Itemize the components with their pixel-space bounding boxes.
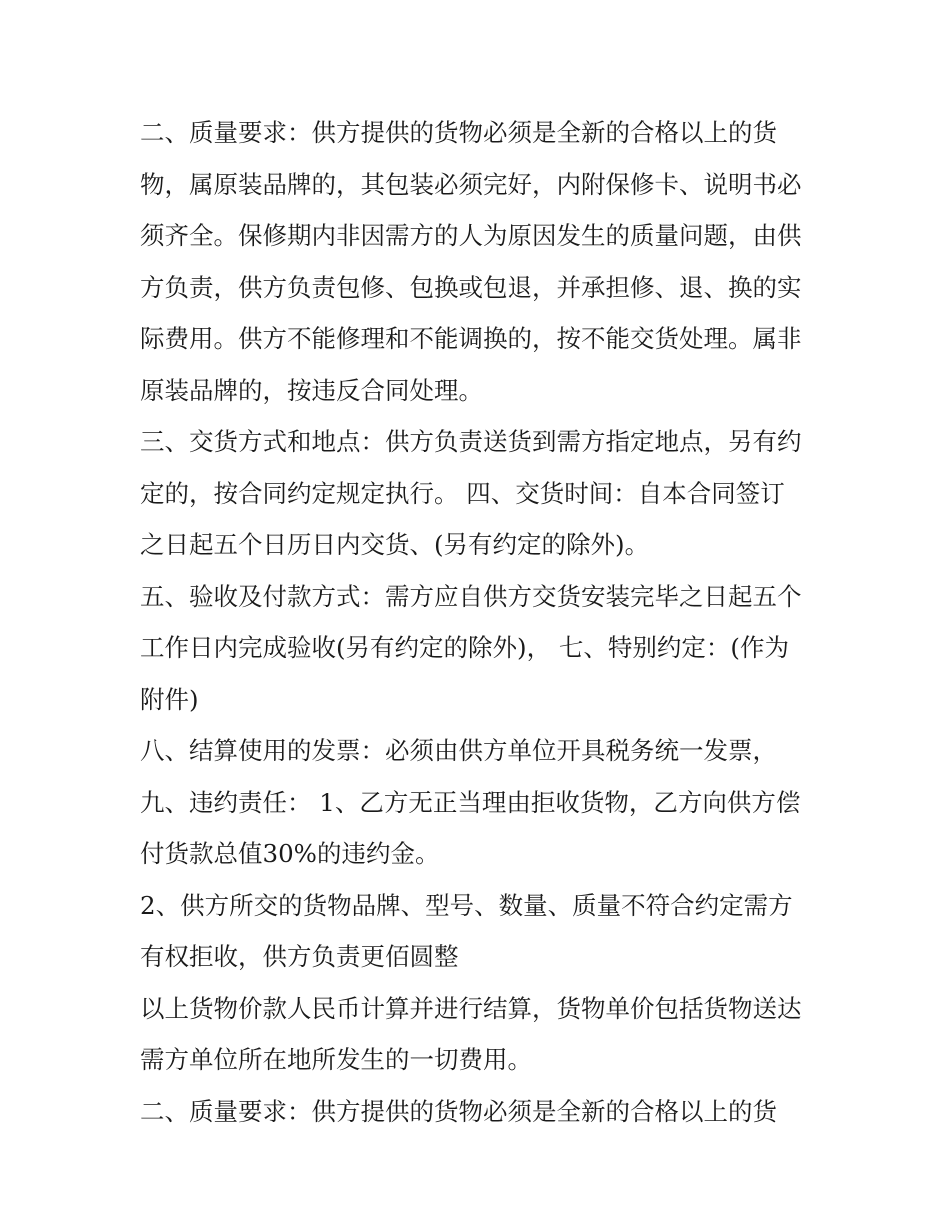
text-line: 二、质量要求：供方提供的货物必须是全新的合格以上的货 (140, 118, 777, 147)
text-line: 物，属原装品牌的，其包装必须完好，内附保修卡、说明书必 (140, 169, 802, 199)
text-line: 有权拒收，供方负责更佰圆整 (140, 942, 459, 971)
text-line: 2、供方所交的货物品牌、型号、数量、质量不符合约定需方 (140, 890, 793, 920)
text-line: 原装品牌的，按违反合同处理。 (140, 375, 483, 405)
text-line: 之日起五个日历日内交货、(另有约定的除外)。 (140, 530, 650, 559)
text-line: 附件) (140, 684, 199, 714)
text-line: 工作日内完成验收(另有约定的除外)， 七、特别约定：(作为 (140, 633, 789, 662)
text-line: 五、验收及付款方式：需方应自供方交货安装完毕之日起五个 (140, 581, 802, 611)
text-line: 九、违约责任： 1、乙方无正当理由拒收货物，乙方向供方偿 (140, 787, 801, 817)
text-line: 需方单位所在地所发生的一切费用。 (140, 1045, 532, 1074)
text-line: 三、交货方式和地点：供方负责送货到需方指定地点，另有约 (140, 427, 802, 456)
text-line: 际费用。供方不能修理和不能调换的，按不能交货处理。属非 (140, 324, 802, 353)
text-line: 以上货物价款人民币计算并进行结算，货物单价包括货物送达 (140, 993, 802, 1023)
text-line: 方负责，供方负责包修、包换或包退，并承担修、退、换的实 (140, 272, 802, 302)
text-line: 付货款总值30%的违约金。 (140, 839, 440, 868)
document-body (140, 107, 830, 1137)
text-line: 八、结算使用的发票：必须由供方单位开具税务统一发票， (140, 736, 777, 765)
text-line: 须齐全。保修期内非因需方的人为原因发生的质量问题，由供 (140, 221, 802, 250)
text-line: 定的，按合同约定规定执行。 四、交货时间：自本合同签订 (140, 478, 785, 508)
text-line: 二、质量要求：供方提供的货物必须是全新的合格以上的货 (140, 1096, 777, 1126)
